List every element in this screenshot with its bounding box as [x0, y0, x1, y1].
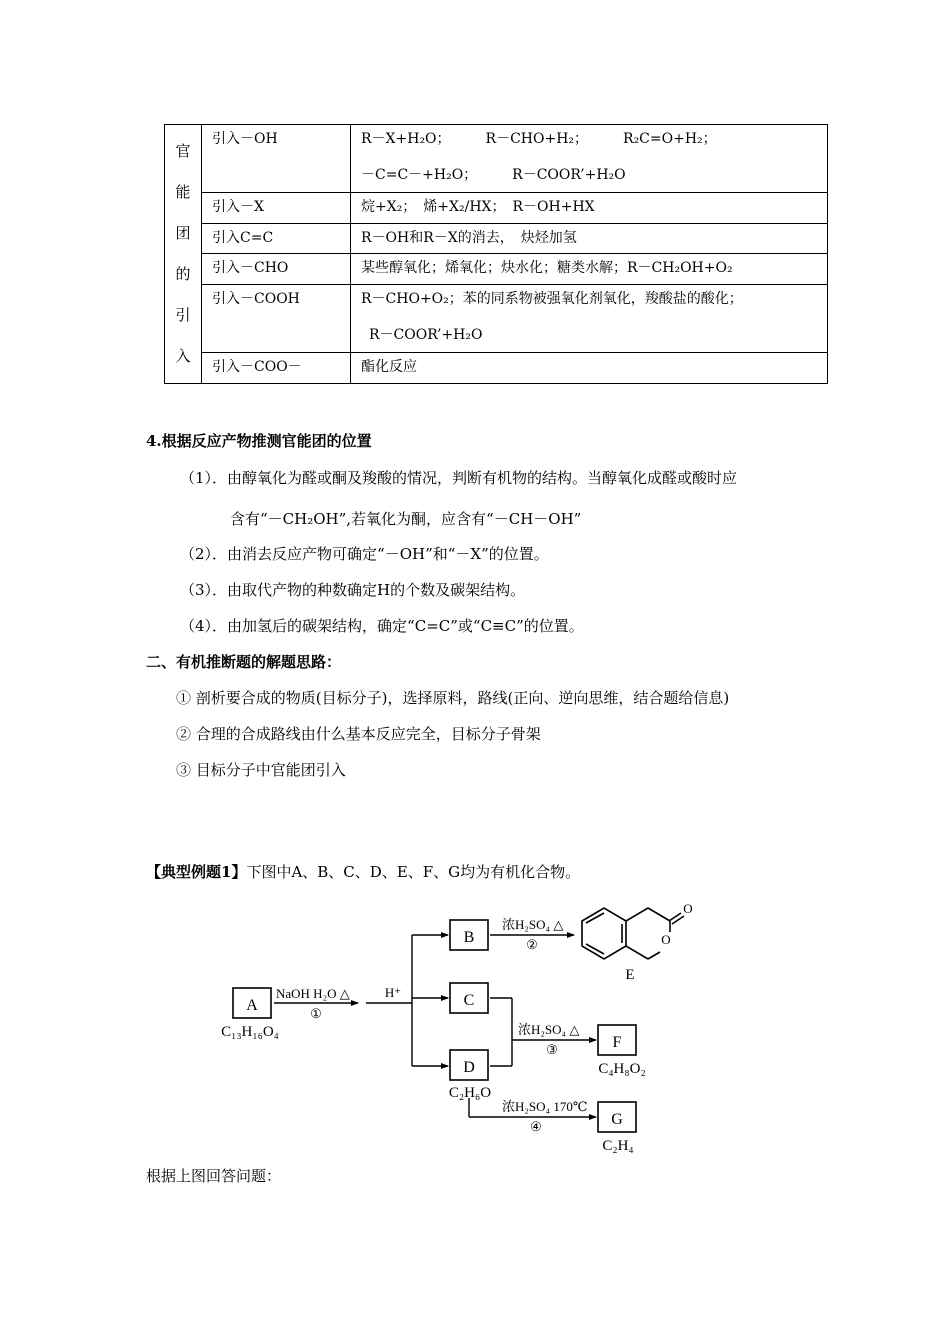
- group-cell: 引入－COO－: [202, 353, 351, 384]
- category-char: 引: [175, 306, 191, 324]
- box-C-label: C: [463, 992, 475, 1009]
- category-char: 入: [175, 347, 191, 365]
- box-B-label: B: [463, 929, 475, 946]
- method-line: R－CHO+O₂；苯的同系物被强氧化剂氧化，羧酸盐的酸化；: [361, 291, 743, 308]
- box-G-label: G: [611, 1111, 623, 1128]
- group-cell: 引入－CHO: [202, 254, 351, 285]
- category-char: 团: [175, 224, 191, 242]
- step-2-num: ②: [526, 937, 538, 952]
- method-line: 酯化反应: [361, 359, 417, 376]
- section2-title: 二、有机推断题的解题思路：: [146, 653, 342, 671]
- section2-item: ① 剖析要合成的物质(目标分子)，选择原料，路线(正向、逆向思维，结合题给信息): [176, 689, 730, 707]
- carbonyl-oxygen-label: O: [683, 901, 693, 916]
- ring-oxygen-label: O: [661, 932, 671, 947]
- section4-title: 4.根据反应产物推测官能团的位置: [146, 432, 372, 450]
- footer-text: 根据上图回答问题：: [146, 1167, 282, 1185]
- category-char: 能: [175, 183, 191, 201]
- acid-label: H⁺: [384, 985, 402, 1000]
- group-cell: 引入－X: [202, 193, 351, 224]
- reagent-1: NaOH H₂O △: [276, 986, 350, 1001]
- section2-item: ② 合理的合成路线由什么基本反应完全，目标分子骨架: [176, 725, 541, 743]
- section4-item: （4）．由加氢后的碳架结构，确定“C=C”或“C≡C”的位置。: [180, 617, 584, 635]
- section4-item: （3）．由取代产物的种数确定H的个数及碳架结构。: [180, 581, 526, 599]
- step-4-num: ④: [530, 1119, 542, 1134]
- example-label: 【典型例题1】: [146, 863, 247, 881]
- method-line: 某些醇氧化；烯氧化；炔水化；糖类水解；R－CH₂OH+O₂: [361, 260, 733, 277]
- reagent-2: 浓H₂SO₄ △: [502, 917, 564, 932]
- section4-item: （2）．由消去反应产物可确定“－OH”和“－X”的位置。: [180, 545, 549, 563]
- method-line: 烷+X₂； 烯+X₂/HX； R－OH+HX: [361, 199, 595, 216]
- example-text: 下图中A、B、C、D、E、F、G均为有机化合物。: [246, 863, 581, 881]
- compound-E-label: E: [625, 967, 635, 983]
- box-D-label: D: [463, 1059, 475, 1076]
- group-cell: 引入－OH: [202, 125, 351, 193]
- group-cell: 引入C=C: [202, 223, 351, 254]
- box-A-label: A: [246, 997, 258, 1014]
- method-line: －C=C－+H₂O； R－COOR’+H₂O: [361, 167, 626, 183]
- formula-A: C₁₃H₁₆O₄: [221, 1024, 279, 1040]
- box-F-label: F: [612, 1034, 622, 1051]
- method-line: R－OH和R－X的消去， 炔烃加氢: [361, 229, 577, 246]
- formula-G: C₂H₄: [602, 1138, 634, 1154]
- method-line: R－COOR’+H₂O: [369, 327, 483, 344]
- formula-F: C₄H₈O₂: [598, 1061, 646, 1077]
- reagent-3: 浓H₂SO₄ △: [518, 1022, 580, 1037]
- section2-item: ③ 目标分子中官能团引入: [176, 761, 346, 779]
- step-1-num: ①: [310, 1006, 322, 1021]
- category-char: 的: [175, 265, 191, 283]
- category-char: 官: [175, 142, 191, 160]
- step-3-num: ③: [546, 1042, 558, 1057]
- section4-item: （1）．由醇氧化为醛或酮及羧酸的情况，判断有机物的结构。当醇氧化成醛或酸时应: [180, 469, 738, 487]
- group-cell: 引入－COOH: [202, 285, 351, 353]
- section4-item: 含有“－CH₂OH”,若氧化为酮，应含有“－CH－OH”: [230, 510, 582, 528]
- formula-D: C₂H₆O: [448, 1085, 492, 1101]
- reagent-4: 浓H₂SO₄ 170℃: [502, 1099, 588, 1114]
- method-line: R－X+H₂O； R－CHO+H₂； R₂C=O+H₂；: [361, 131, 717, 147]
